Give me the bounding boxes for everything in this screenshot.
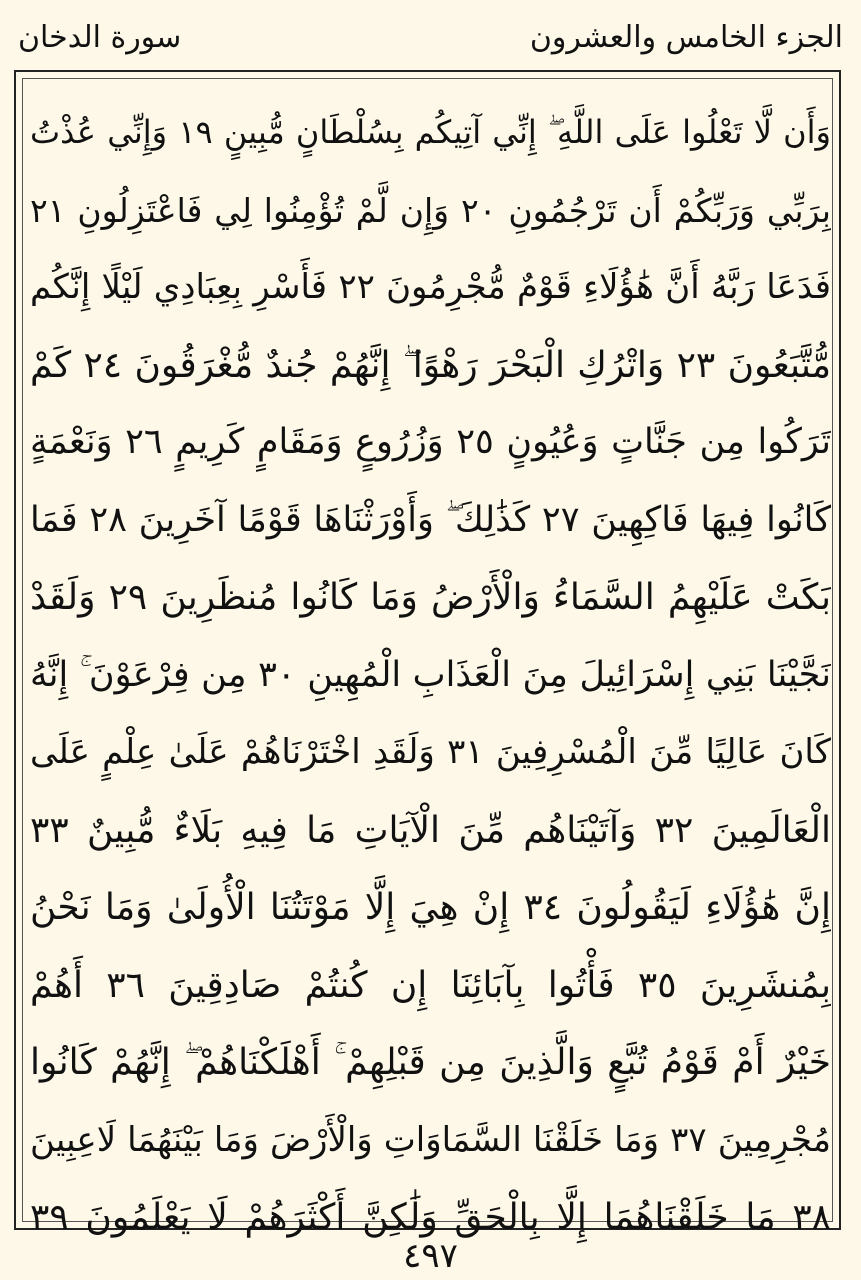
verse-line: مُّتَّبَعُونَ ٢٣ وَاتْرُكِ الْبَحْرَ رَهْوًا ۖ إِنَّهُمْ جُندٌ مُّغْرَقُونَ ٢٤ كَمْ <box>30 344 831 386</box>
verse-line: خَيْرٌ أَمْ قَوْمُ تُبَّعٍ وَالَّذِينَ مِن قَبْلِهِمْ ۚ أَهْلَكْنَاهُمْ ۖ إِنَّهُمْ كَانُوا <box>30 1042 831 1083</box>
juz-title: الجزء الخامس والعشرون <box>529 20 843 55</box>
verse-line: إِنَّ هَٰؤُلَاءِ لَيَقُولُونَ ٣٤ إِنْ هِيَ إِلَّا مَوْتَتُنَا الْأُولَىٰ وَمَا نَحْنُ <box>30 887 831 928</box>
page-number: ٤٩٧ <box>403 1236 458 1276</box>
verse-line: تَرَكُوا مِن جَنَّاتٍ وَعُيُونٍ ٢٥ وَزُرُوعٍ وَمَقَامٍ كَرِيمٍ ٢٦ وَنَعْمَةٍ <box>30 422 831 462</box>
verse-line: الْعَالَمِينَ ٣٢ وَآتَيْنَاهُم مِّنَ الْآيَاتِ مَا فِيهِ بَلَاءٌ مُّبِينٌ ٣٣ <box>30 809 831 851</box>
surah-title: سورة الدخان <box>18 20 182 55</box>
verse-line: نَجَّيْنَا بَنِي إِسْرَائِيلَ مِنَ الْعَذَابِ الْمُهِينِ ٣٠ مِن فِرْعَوْنَ ۚ إِنَّهُ <box>30 654 831 695</box>
verse-line: بِرَبِّي وَرَبِّكُمْ أَن تَرْجُمُونِ ٢٠ وَإِن لَّمْ تُؤْمِنُوا لِي فَاعْتَزِلُونِ ٢١ <box>30 190 831 230</box>
verse-line: كَانُوا فِيهَا فَاكِهِينَ ٢٧ كَذَٰلِكَ ۖ وَأَوْرَثْنَاهَا قَوْمًا آخَرِينَ ٢٨ فَمَا <box>30 499 831 540</box>
page-header <box>18 14 843 62</box>
verse-line: ٣٨ مَا خَلَقْنَاهُمَا إِلَّا بِالْحَقِّ وَلَٰكِنَّ أَكْثَرَهُمْ لَا يَعْلَمُونَ ٣٩ <box>30 1197 831 1238</box>
verse-text <box>30 94 831 1257</box>
verse-line: بِمُنشَرِينَ ٣٥ فَأْتُوا بِآبَائِنَا إِن كُنتُمْ صَادِقِينَ ٣٦ أَهُمْ <box>30 964 831 1006</box>
verse-line: فَدَعَا رَبَّهُ أَنَّ هَٰؤُلَاءِ قَوْمٌ مُّجْرِمُونَ ٢٢ فَأَسْرِ بِعِبَادِي لَيْلًا إِنَّكُم <box>30 267 831 307</box>
verse-line: بَكَتْ عَلَيْهِمُ السَّمَاءُ وَالْأَرْضُ وَمَا كَانُوا مُنظَرِينَ ٢٩ وَلَقَدْ <box>30 577 831 618</box>
verse-line: كَانَ عَالِيًا مِّنَ الْمُسْرِفِينَ ٣١ وَلَقَدِ اخْتَرْنَاهُمْ عَلَىٰ عِلْمٍ عَلَى <box>30 732 831 772</box>
verse-line: وَأَن لَّا تَعْلُوا عَلَى اللَّهِ ۖ إِنِّي آتِيكُم بِسُلْطَانٍ مُّبِينٍ ١٩ وَإِنِّي عُذْتُ <box>30 113 831 151</box>
verse-line: مُجْرِمِينَ ٣٧ وَمَا خَلَقْنَا السَّمَاوَاتِ وَالْأَرْضَ وَمَا بَيْنَهُمَا لَاعِبِينَ <box>30 1119 831 1160</box>
